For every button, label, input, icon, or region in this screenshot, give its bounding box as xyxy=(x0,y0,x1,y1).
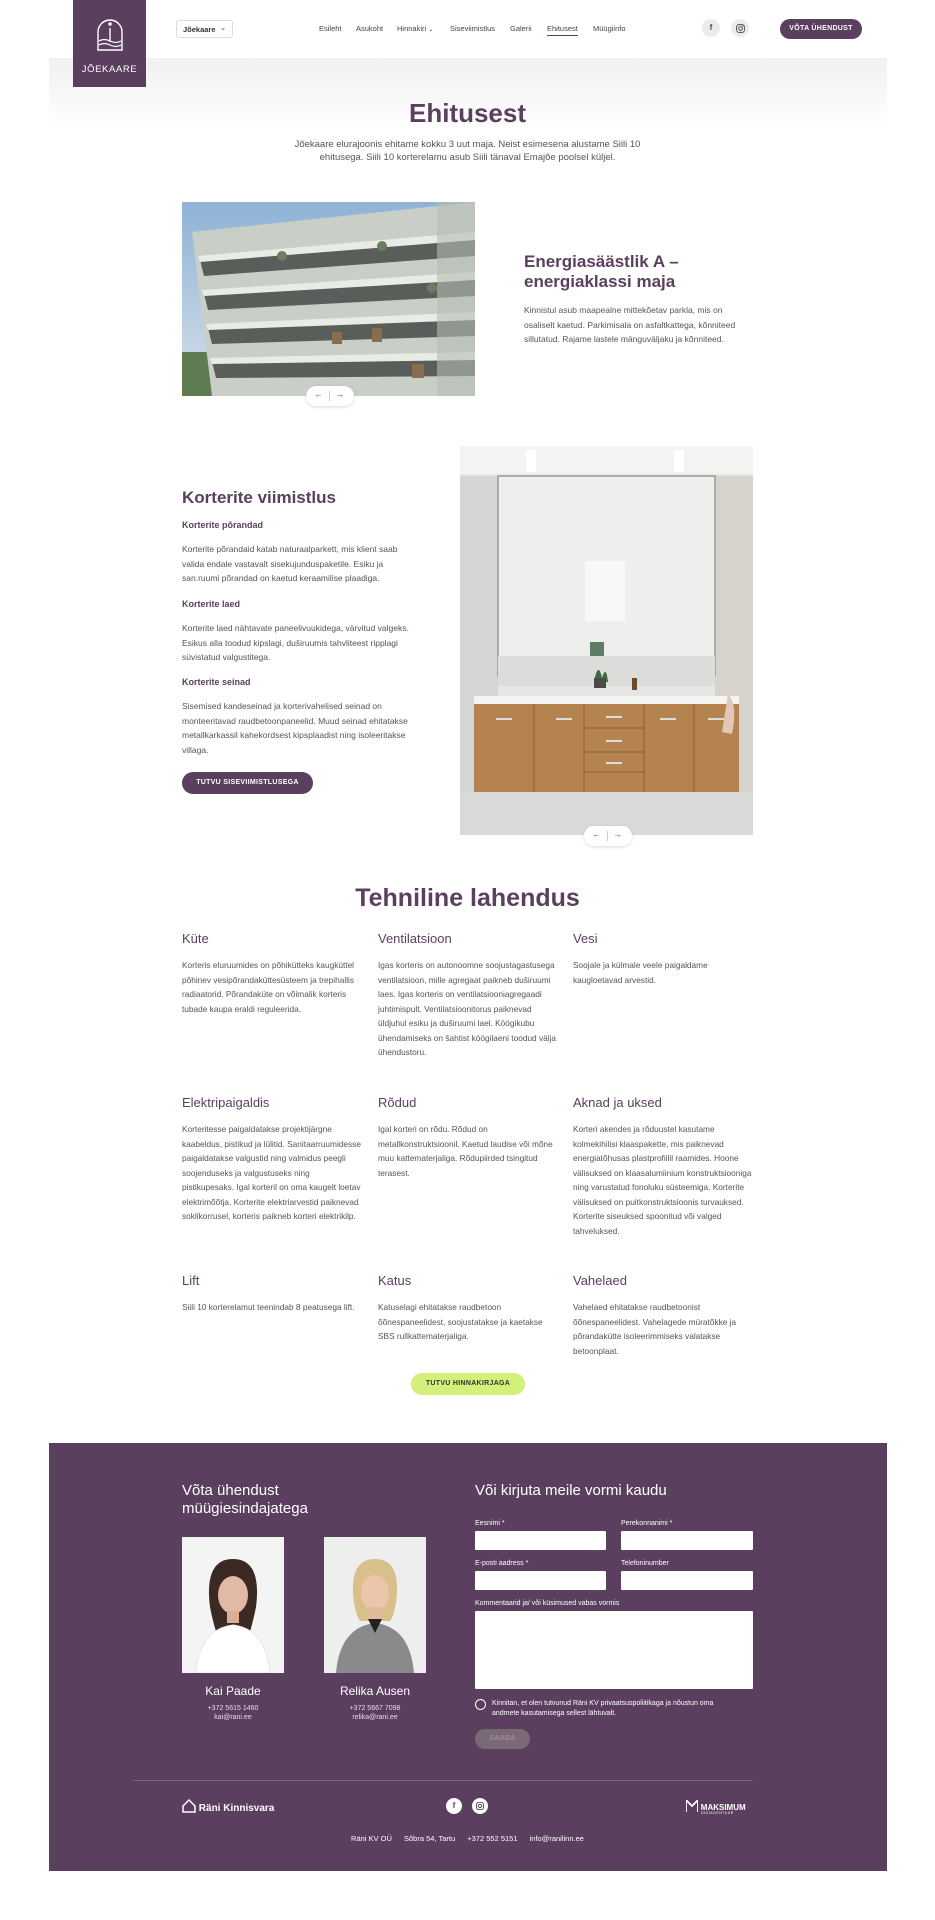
arrow-right-icon[interactable]: → xyxy=(613,829,622,839)
tech-text-katus: Katuselagi ehitatakse raudbetoon õõnespaneelidest, soojustatakse ja kaetakse SBS rullkattematerjaliga. xyxy=(378,1302,543,1341)
instagram-icon[interactable] xyxy=(472,1798,488,1814)
energy-text: Kinnistul asub maapealne mittekõetav parkla, mis on osaliselt kaetud. Parkimisala on asfaltkattega, kõnniteed sillutatud. Rajame lastele mänguväljaku ja kõnniteed. xyxy=(524,305,736,344)
maksimum-logo[interactable] xyxy=(686,1800,746,1815)
agent-name-kai: Kai Paade xyxy=(205,1684,261,1698)
nav-item-asukoht[interactable]: Asukoht xyxy=(356,24,384,33)
instagram-glyph xyxy=(736,24,745,33)
footer-company: Räni KV OÜ xyxy=(351,1834,392,1843)
nav-item-hinnakiri[interactable] xyxy=(397,24,433,33)
building-photo xyxy=(182,202,475,396)
maksimum-logo-sub: DIGIAGENTUUR xyxy=(701,1811,734,1815)
ceilings-text: Korterite laed nähtavate paneelivuukidega, värvitud valgeks. Esikus alla toodud kipslagi, duširuumis tahvliteest ripplagi süvistatud valgustitega. xyxy=(182,623,409,662)
phone-field[interactable] xyxy=(621,1571,753,1590)
arrow-right-icon[interactable]: → xyxy=(335,389,344,399)
agent-email-kai[interactable]: kai@rani.ee xyxy=(214,1714,252,1721)
nav-item-esileht[interactable]: Esileht xyxy=(319,24,342,33)
building-image xyxy=(182,202,475,396)
instagram-icon[interactable] xyxy=(731,19,749,37)
tech-heading-vesi: Vesi xyxy=(573,931,598,946)
footer-phone[interactable]: +372 552 5151 xyxy=(467,1834,518,1843)
phone-label: Telefoninumber xyxy=(621,1560,669,1567)
agent-email-relika[interactable]: relika@rani.ee xyxy=(352,1714,398,1721)
tech-text-elektripaigaldis: Korteritesse paigaldatakse projektijärgne kaabeldus, pistikud ja lülitid. Sanitaarruumidesse paigaldatakse valgustid ning valmidus peegli soojenduseks ja valgustuseks ning pistikupesaks. Igal korteril on oma kaugelt loetav elektrimõõtja. Korterite elektriarvestid paiknevad soklikorrusel, korteris paikneb korteri elektrikilp. xyxy=(182,1124,361,1221)
nav-item-ehitusest[interactable]: Ehitusest xyxy=(547,24,578,36)
avatar xyxy=(324,1537,426,1673)
page-title: Ehitusest xyxy=(408,98,527,128)
chevron-down-icon: ⌄ xyxy=(428,27,434,33)
rani-logo[interactable] xyxy=(182,1799,274,1814)
page-intro: Jõekaare elurajoonis ehitame kokku 3 uut maja. Neist esimesena alustame Siili 10 ehitusega. Siili 10 korterelamu asub Siili tänaval Emajõe poolsel küljel. xyxy=(294,139,641,163)
first-name-label: Eesnimi * xyxy=(475,1520,505,1527)
tech-text-vesi: Soojale ja külmale veele paigaldame kaugloetavad arvestid. xyxy=(573,960,708,985)
chevron-down-icon: ⌄ xyxy=(220,25,226,32)
bathroom-photo xyxy=(460,446,753,835)
bathroom-slider-controls xyxy=(584,826,632,846)
walls-text: Sisemised kandeseinad ja korterivahelised seinad on monteeritavad raudbetoonpaneelid. Muud seinad ehitatakse metallkarkassil kahekordsest kipsplaadist ning isoleeritakse villaga. xyxy=(182,701,408,755)
last-name-label: Perekonnanimi * xyxy=(621,1520,673,1527)
tech-text-ventilatsioon: Igas korteris on autonoomne soojustagastusega ventilatsioon, mille agregaat paikneb duširuumi laes. Igas korteris on ventilatsiooniagregaadi juhtimispult. Ventilatsioonitorus paiknevad üldjuhul esiku ja duširuumi lael. Köögikubu ühendamiseks on šahtist köögilaeni toodud välja ühendustoru. xyxy=(378,960,557,1057)
email-label: E-posti aadress * xyxy=(475,1560,529,1567)
contact-button[interactable]: VÕTA ÜHENDUST xyxy=(780,19,862,39)
instagram-glyph xyxy=(476,1802,484,1810)
ceilings-heading: Korterite laed xyxy=(182,599,241,609)
finishing-title: Korterite viimistlus xyxy=(182,488,336,507)
first-name-field[interactable] xyxy=(475,1531,606,1550)
pricelist-button[interactable]: TUTVU HINNAKIRJAGA xyxy=(411,1373,525,1395)
tech-heading-vahelaed: Vahelaed xyxy=(573,1273,627,1288)
footer-divider xyxy=(133,1780,753,1781)
tech-text-vahelaed: Vahelaed ehitatakse raudbetoonist õõnespaneelidest. Vahelagede müratõkke ja põrandakütte isoleerimmiseks valatakse betoonplaat. xyxy=(573,1302,737,1356)
floors-text: Korterite põrandaid katab naturaalparkett, mis klient saab valida endale vastavalt sisekujunduspaketile. Esiku ja san.ruumi põrandad on kaetud keraamilise plaadiga. xyxy=(182,544,398,583)
bathroom-image xyxy=(460,446,753,835)
logo-mark-icon xyxy=(95,14,125,52)
agent-photo-relika xyxy=(324,1537,426,1673)
energy-title: Energiasäästlik A – energiaklassi maja xyxy=(524,252,679,291)
tech-heading-aknad: Aknad ja uksed xyxy=(573,1095,662,1110)
technical-title: Tehniline lahendus xyxy=(355,884,580,912)
walls-heading: Korterite seinad xyxy=(182,677,251,687)
project-select-value: Jõekaare xyxy=(183,25,216,34)
agent-phone-kai[interactable]: +372 5615 1460 xyxy=(207,1705,259,1712)
nav-item-siseviimistlus[interactable]: Siseviimistlus xyxy=(450,24,496,33)
email-field[interactable] xyxy=(475,1571,606,1590)
slider-separator xyxy=(607,831,608,841)
tech-text-rodud: Igal korteri on rõdu. Rõdud on metallkonstruktsioonil. Kaetud laudise või mõne muu kattematerjaliga. Rõdupiirded tsingitud terasest. xyxy=(378,1124,553,1178)
submit-button[interactable]: SAADA xyxy=(475,1729,530,1749)
agent-name-relika: Relika Ausen xyxy=(339,1684,411,1698)
comment-label: Kommentaarid ja/ või küsimused vabas vormis xyxy=(475,1600,620,1607)
tech-text-aknad: Korteri akendes ja rõduustel kasutame kolmekihilisi klaaspakette, mis paiknevad energiatõhusas plastprofiilil raamides. Hoone välisuksed on klaasalumiinium konstruktsiooniga ning varustatud fonoluku süsteemiga. Korterite välisuksed on puitkonstruktsioonis turvauksed. Korterite siseuksed spoonitud või valged tahveluksed. xyxy=(573,1124,752,1236)
house-icon xyxy=(182,1799,196,1813)
footer-address: Sõbra 54, Tartu xyxy=(404,1834,456,1843)
agent-phone-relika[interactable]: +372 5667 7098 xyxy=(349,1705,401,1712)
rani-logo-text: Räni Kinnisvara xyxy=(198,1803,275,1814)
tech-text-lift: Siili 10 korterelamut teenindab 8 peatusega lift. xyxy=(182,1302,355,1312)
floors-heading: Korterite põrandad xyxy=(182,520,264,530)
site-logo[interactable] xyxy=(73,0,146,87)
last-name-field[interactable] xyxy=(621,1531,753,1550)
tech-heading-lift: Lift xyxy=(182,1273,200,1288)
footer-email[interactable]: info@ranilinn.ee xyxy=(529,1834,584,1843)
finishing-button[interactable]: TUTVU SISEVIIMISTLUSEGA xyxy=(182,772,313,794)
nav-item-galerii[interactable]: Galerii xyxy=(510,24,532,33)
slider-separator xyxy=(329,391,330,401)
arrow-left-icon[interactable]: ← xyxy=(314,389,323,399)
tech-heading-ventilatsioon: Ventilatsioon xyxy=(378,931,452,946)
tech-heading-rodud: Rõdud xyxy=(378,1095,417,1110)
maksimum-logo-text: MAKSIMUM xyxy=(700,1803,746,1812)
tech-heading-elektripaigaldis: Elektripaigaldis xyxy=(182,1095,270,1110)
arrow-left-icon[interactable]: ← xyxy=(592,829,601,839)
contact-section xyxy=(49,1443,887,1871)
footer-info xyxy=(0,1834,935,1843)
facebook-icon[interactable]: f xyxy=(446,1798,462,1814)
agent-photo-kai xyxy=(182,1537,284,1673)
consent-text: Kinnitan, et olen tutvunud Räni KV privaatsuspoliitikaga ja nõustun oma andmete kasutamisega sellest lähtuvalt. xyxy=(492,1700,714,1717)
nav-item-muugiinfo[interactable]: Müügiinfo xyxy=(593,24,626,33)
logo-text: JÕEKAARE xyxy=(81,64,138,75)
consent-checkbox[interactable] xyxy=(475,1699,486,1710)
facebook-icon[interactable]: f xyxy=(702,19,720,37)
project-select[interactable] xyxy=(176,20,233,38)
comment-field[interactable] xyxy=(475,1611,753,1689)
agents-title: Võta ühendust müügiesindajatega xyxy=(182,1482,308,1517)
maksimum-mark-icon xyxy=(686,1800,698,1812)
avatar xyxy=(182,1537,284,1673)
form-title: Või kirjuta meile vormi kaudu xyxy=(475,1482,667,1499)
tech-heading-katus: Katus xyxy=(378,1273,412,1288)
nav-item-hinnakiri-label: Hinnakiri xyxy=(397,24,427,33)
tech-text-kute: Korteris eluruumides on põhikütteks kaugküttel põhinev vesipõrandaküttesüsteem ja trepihallis radiaatorid. Põrandaküte on võimalik korteris tubade kaupa eraldi reguleerida. xyxy=(182,960,355,1014)
tech-heading-kute: Küte xyxy=(182,931,209,946)
building-slider-controls xyxy=(306,386,354,406)
